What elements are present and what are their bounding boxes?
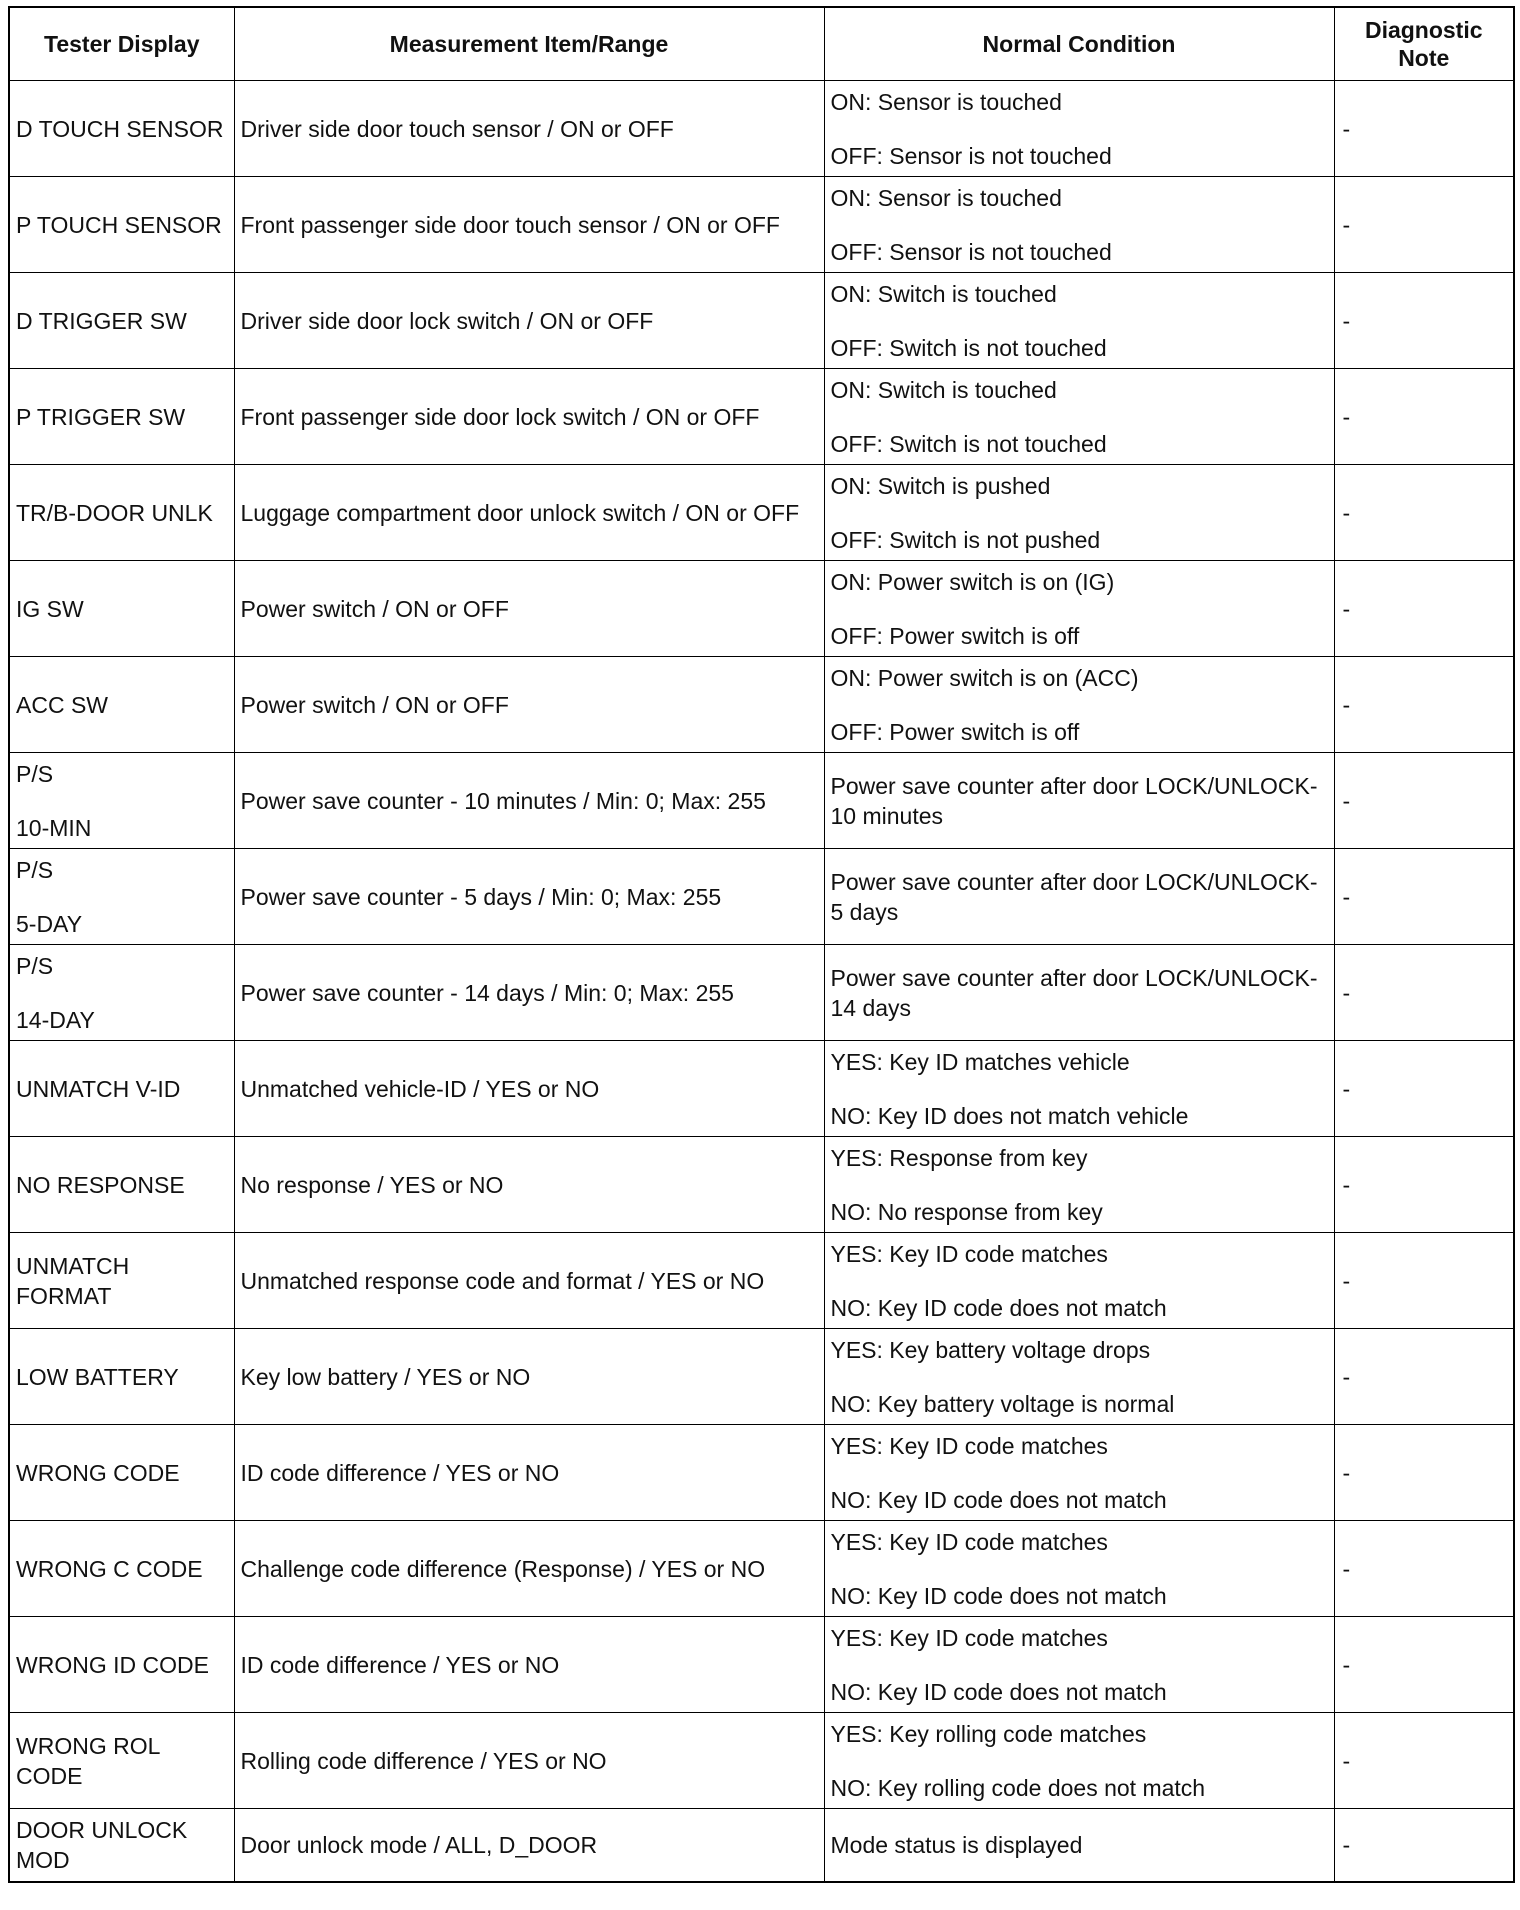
measurement-item-cell: Door unlock mode / ALL, D_DOOR <box>234 1809 824 1882</box>
tester-display-text: IG SW <box>16 595 84 622</box>
table-row <box>9 1425 1514 1521</box>
table-row <box>9 465 1514 561</box>
header-diagnostic-note: Diagnostic Note <box>1334 7 1514 81</box>
tester-display-text: P/S <box>16 760 54 787</box>
table-row <box>9 1233 1514 1329</box>
normal-condition-text: NO: Key ID does not match vehicle <box>830 1102 1189 1129</box>
normal-condition-text: NO: Key ID code does not match <box>830 1582 1167 1609</box>
header-normal-condition: Normal Condition <box>824 7 1334 81</box>
normal-condition-text: ON: Switch is touched <box>830 376 1057 403</box>
normal-condition-cell <box>824 561 1334 657</box>
tester-display-text: D TOUCH SENSOR <box>16 115 224 142</box>
normal-condition-text: ON: Switch is touched <box>830 280 1057 307</box>
normal-condition-text: Power save counter after door LOCK/UNLOCK-5 days <box>830 868 1318 925</box>
measurement-item-cell: Power save counter - 14 days / Min: 0; Max: 255 <box>234 945 824 1041</box>
normal-condition-text: YES: Key ID code matches <box>830 1240 1108 1267</box>
tester-display-text: WRONG CODE <box>16 1459 180 1486</box>
tester-display-cell <box>9 1425 234 1521</box>
diagnostic-note-cell: - <box>1334 81 1514 177</box>
diagnostic-note-cell: - <box>1334 849 1514 945</box>
data-list-table <box>8 6 1515 1883</box>
diagnostic-note-cell: - <box>1334 369 1514 465</box>
diagnostic-note-cell: - <box>1334 657 1514 753</box>
normal-condition-text: YES: Key battery voltage drops <box>830 1336 1151 1363</box>
diagnostic-note-cell: - <box>1334 753 1514 849</box>
measurement-item-cell: Driver side door touch sensor / ON or OFF <box>234 81 824 177</box>
normal-condition-cell <box>824 81 1334 177</box>
measurement-item-cell: Power save counter - 10 minutes / Min: 0; Max: 255 <box>234 753 824 849</box>
tester-display-text: P TOUCH SENSOR <box>16 211 222 238</box>
document-page <box>8 6 1513 1883</box>
normal-condition-text: ON: Sensor is touched <box>830 88 1062 115</box>
tester-display-cell <box>9 657 234 753</box>
measurement-item-cell: Unmatched response code and format / YES or NO <box>234 1233 824 1329</box>
normal-condition-cell <box>824 1809 1334 1882</box>
tester-display-text: WRONG ROL CODE <box>16 1732 160 1789</box>
tester-display-text: NO RESPONSE <box>16 1171 185 1198</box>
normal-condition-cell <box>824 945 1334 1041</box>
measurement-item-cell: ID code difference / YES or NO <box>234 1617 824 1713</box>
normal-condition-text: YES: Response from key <box>830 1144 1088 1171</box>
measurement-item-cell: Driver side door lock switch / ON or OFF <box>234 273 824 369</box>
tester-display-text: 10-MIN <box>16 814 92 841</box>
tester-display-text: P/S <box>16 856 54 883</box>
tester-display-cell <box>9 1137 234 1233</box>
normal-condition-cell <box>824 1425 1334 1521</box>
table-row <box>9 1137 1514 1233</box>
tester-display-cell <box>9 273 234 369</box>
normal-condition-cell <box>824 1041 1334 1137</box>
tester-display-cell <box>9 1329 234 1425</box>
normal-condition-cell <box>824 177 1334 273</box>
tester-display-text: TR/B-DOOR UNLK <box>16 499 213 526</box>
normal-condition-text: NO: Key ID code does not match <box>830 1486 1167 1513</box>
tester-display-text: UNMATCH FORMAT <box>16 1252 130 1309</box>
table-row <box>9 1521 1514 1617</box>
header-measurement-item: Measurement Item/Range <box>234 7 824 81</box>
diagnostic-note-cell: - <box>1334 1713 1514 1809</box>
measurement-item-cell: No response / YES or NO <box>234 1137 824 1233</box>
tester-display-cell <box>9 561 234 657</box>
normal-condition-text: Power save counter after door LOCK/UNLOCK-14 days <box>830 964 1318 1021</box>
normal-condition-cell <box>824 273 1334 369</box>
tester-display-text: WRONG C CODE <box>16 1555 203 1582</box>
normal-condition-cell <box>824 849 1334 945</box>
tester-display-cell <box>9 945 234 1041</box>
header-tester-display: Tester Display <box>9 7 234 81</box>
tester-display-text: 5-DAY <box>16 910 83 937</box>
table-row <box>9 1713 1514 1809</box>
table-row <box>9 561 1514 657</box>
normal-condition-text: ON: Sensor is touched <box>830 184 1062 211</box>
normal-condition-text: NO: Key battery voltage is normal <box>830 1390 1175 1417</box>
table-row <box>9 1809 1514 1882</box>
normal-condition-cell <box>824 465 1334 561</box>
normal-condition-text: YES: Key ID code matches <box>830 1432 1108 1459</box>
tester-display-text: WRONG ID CODE <box>16 1651 209 1678</box>
table-row <box>9 657 1514 753</box>
measurement-item-cell: Key low battery / YES or NO <box>234 1329 824 1425</box>
normal-condition-cell <box>824 1713 1334 1809</box>
diagnostic-note-cell: - <box>1334 945 1514 1041</box>
measurement-item-cell: Challenge code difference (Response) / YES or NO <box>234 1521 824 1617</box>
table-row <box>9 753 1514 849</box>
tester-display-cell <box>9 1041 234 1137</box>
table-row <box>9 81 1514 177</box>
tester-display-text: D TRIGGER SW <box>16 307 187 334</box>
diagnostic-note-cell: - <box>1334 1617 1514 1713</box>
normal-condition-text: NO: Key ID code does not match <box>830 1678 1167 1705</box>
tester-display-text: ACC SW <box>16 691 108 718</box>
table-row <box>9 945 1514 1041</box>
measurement-item-cell: Front passenger side door touch sensor / ON or OFF <box>234 177 824 273</box>
normal-condition-text: NO: Key rolling code does not match <box>830 1774 1206 1801</box>
normal-condition-text: Power save counter after door LOCK/UNLOCK-10 minutes <box>830 772 1318 829</box>
normal-condition-text: NO: No response from key <box>830 1198 1103 1225</box>
diagnostic-note-cell: - <box>1334 273 1514 369</box>
normal-condition-text: Mode status is displayed <box>830 1831 1083 1858</box>
table-row <box>9 1041 1514 1137</box>
tester-display-cell <box>9 1617 234 1713</box>
normal-condition-text: OFF: Sensor is not touched <box>830 238 1112 265</box>
measurement-item-cell: Rolling code difference / YES or NO <box>234 1713 824 1809</box>
normal-condition-text: YES: Key ID code matches <box>830 1528 1108 1555</box>
normal-condition-text: ON: Power switch is on (IG) <box>830 568 1115 595</box>
diagnostic-note-cell: - <box>1334 1137 1514 1233</box>
measurement-item-cell: Unmatched vehicle-ID / YES or NO <box>234 1041 824 1137</box>
measurement-item-cell: Luggage compartment door unlock switch / ON or OFF <box>234 465 824 561</box>
diagnostic-note-cell: - <box>1334 561 1514 657</box>
normal-condition-text: YES: Key rolling code matches <box>830 1720 1147 1747</box>
tester-display-cell <box>9 81 234 177</box>
normal-condition-text: OFF: Switch is not pushed <box>830 526 1101 553</box>
measurement-item-cell: ID code difference / YES or NO <box>234 1425 824 1521</box>
tester-display-cell <box>9 849 234 945</box>
normal-condition-cell <box>824 1617 1334 1713</box>
normal-condition-text: OFF: Switch is not touched <box>830 334 1107 361</box>
measurement-item-cell: Power save counter - 5 days / Min: 0; Max: 255 <box>234 849 824 945</box>
tester-display-cell <box>9 753 234 849</box>
normal-condition-text: ON: Power switch is on (ACC) <box>830 664 1139 691</box>
normal-condition-cell <box>824 1233 1334 1329</box>
measurement-item-cell: Front passenger side door lock switch / ON or OFF <box>234 369 824 465</box>
diagnostic-note-cell: - <box>1334 1425 1514 1521</box>
header-row <box>9 7 1514 81</box>
measurement-item-cell: Power switch / ON or OFF <box>234 561 824 657</box>
normal-condition-cell <box>824 1329 1334 1425</box>
normal-condition-text: OFF: Power switch is off <box>830 718 1080 745</box>
normal-condition-cell <box>824 753 1334 849</box>
table-row <box>9 273 1514 369</box>
tester-display-text: DOOR UNLOCK MOD <box>16 1816 188 1873</box>
diagnostic-note-cell: - <box>1334 1041 1514 1137</box>
tester-display-cell <box>9 1809 234 1882</box>
normal-condition-text: NO: Key ID code does not match <box>830 1294 1167 1321</box>
diagnostic-note-cell: - <box>1334 1233 1514 1329</box>
normal-condition-text: OFF: Power switch is off <box>830 622 1080 649</box>
table-row <box>9 849 1514 945</box>
diagnostic-note-cell: - <box>1334 1809 1514 1882</box>
tester-display-cell <box>9 1713 234 1809</box>
table-body <box>9 81 1514 1882</box>
tester-display-text: LOW BATTERY <box>16 1363 179 1390</box>
normal-condition-text: OFF: Sensor is not touched <box>830 142 1112 169</box>
normal-condition-text: OFF: Switch is not touched <box>830 430 1107 457</box>
tester-display-cell <box>9 1521 234 1617</box>
measurement-item-cell: Power switch / ON or OFF <box>234 657 824 753</box>
diagnostic-note-cell: - <box>1334 177 1514 273</box>
normal-condition-cell <box>824 369 1334 465</box>
table-row <box>9 1329 1514 1425</box>
tester-display-cell <box>9 177 234 273</box>
normal-condition-text: YES: Key ID matches vehicle <box>830 1048 1130 1075</box>
diagnostic-note-cell: - <box>1334 1329 1514 1425</box>
table-row <box>9 1617 1514 1713</box>
tester-display-text: UNMATCH V-ID <box>16 1075 181 1102</box>
normal-condition-cell <box>824 1521 1334 1617</box>
diagnostic-note-cell: - <box>1334 1521 1514 1617</box>
tester-display-text: 14-DAY <box>16 1006 95 1033</box>
tester-display-text: P/S <box>16 952 54 979</box>
normal-condition-cell <box>824 1137 1334 1233</box>
tester-display-cell <box>9 465 234 561</box>
tester-display-cell <box>9 1233 234 1329</box>
normal-condition-text: ON: Switch is pushed <box>830 472 1051 499</box>
tester-display-cell <box>9 369 234 465</box>
table-row <box>9 369 1514 465</box>
table-row <box>9 177 1514 273</box>
normal-condition-text: YES: Key ID code matches <box>830 1624 1108 1651</box>
diagnostic-note-cell: - <box>1334 465 1514 561</box>
tester-display-text: P TRIGGER SW <box>16 403 186 430</box>
normal-condition-cell <box>824 657 1334 753</box>
